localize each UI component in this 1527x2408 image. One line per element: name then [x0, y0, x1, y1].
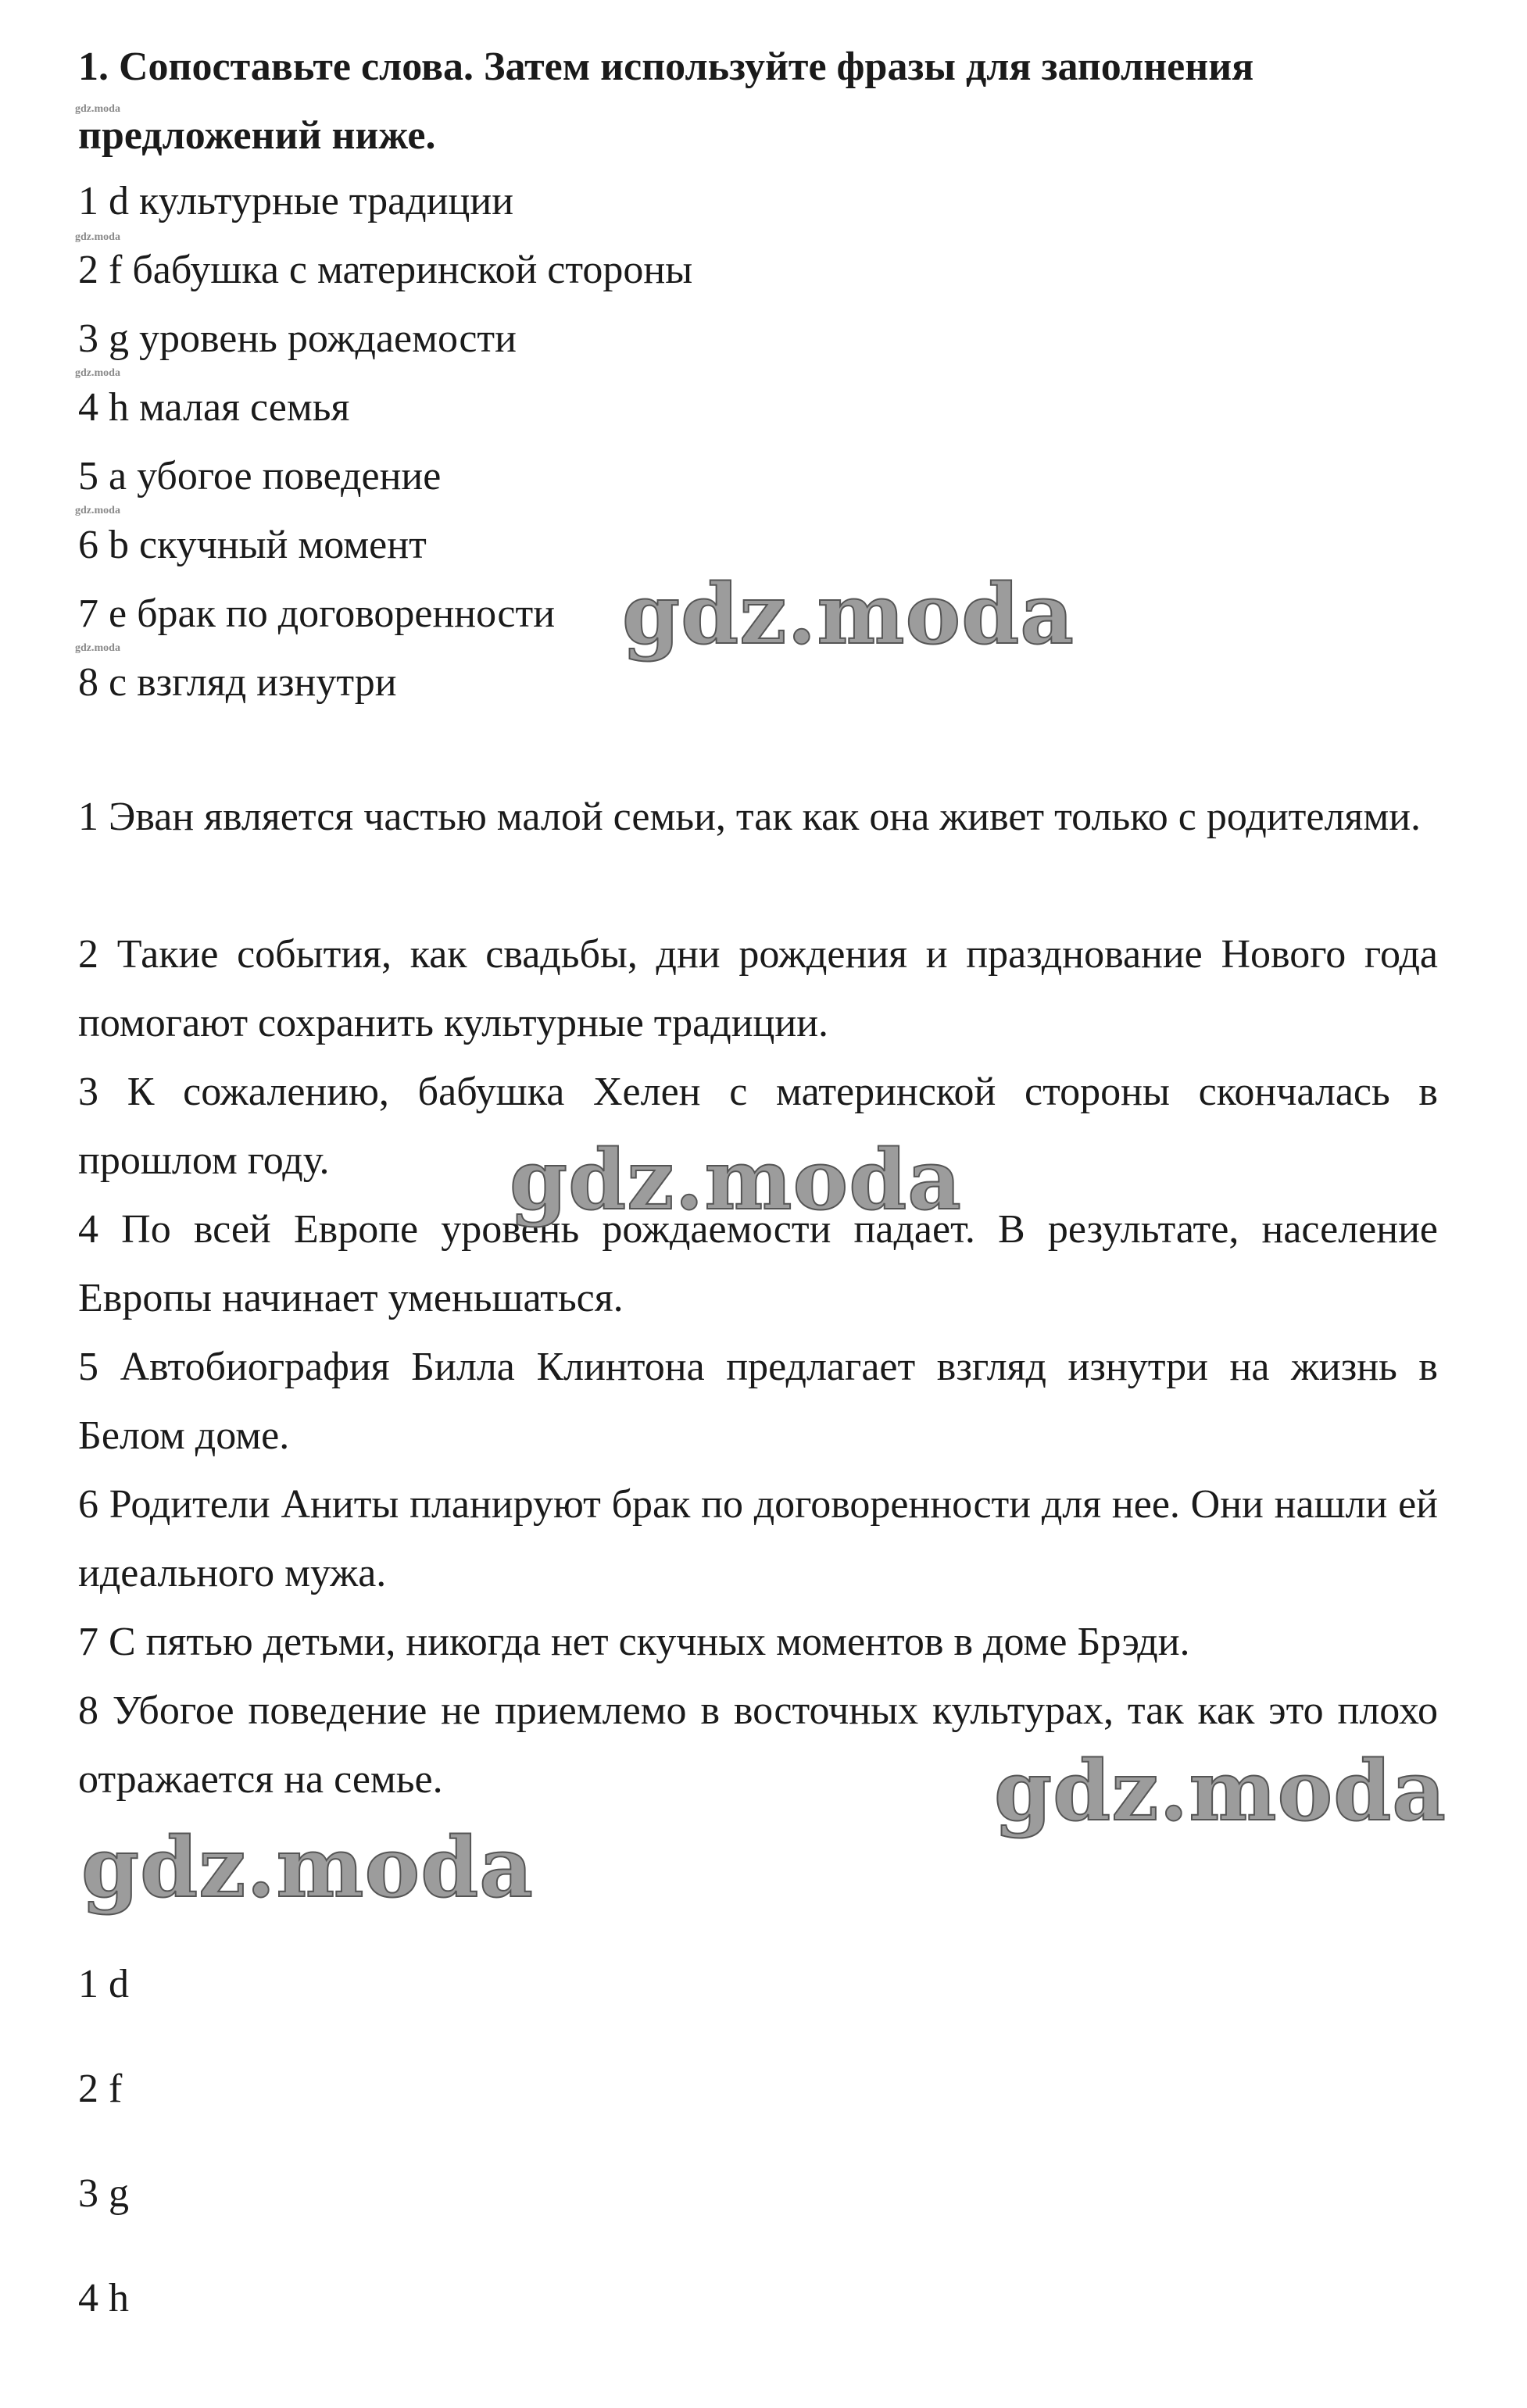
answer-2: 2 f: [78, 2067, 123, 2111]
match-item-4: 4 h малая семья: [78, 385, 350, 430]
small-watermark: gdz.moda: [75, 103, 120, 115]
sentence-7: 7 С пятью детьми, никогда нет скучных моментов в доме Брэди.: [78, 1620, 1190, 1664]
match-item-2: 2 f бабушка с материнской стороны: [78, 248, 693, 292]
watermark-logo: gdz.moda: [622, 565, 1075, 663]
small-watermark: gdz.moda: [75, 367, 120, 379]
sentence-8: 8 Убогое поведение не приемлемо в восточных культурах, так как это плохо отражается на семье.: [78, 1688, 1438, 1802]
watermark-logo: gdz.moda: [510, 1131, 962, 1228]
answer-3: 3 g: [78, 2171, 129, 2216]
small-watermark: gdz.moda: [75, 231, 120, 243]
answer-1: 1 d: [78, 1962, 129, 2006]
match-item-1: 1 d культурные традиции: [78, 179, 514, 223]
sentence-1: 1 Эван является частью малой семьи, так как она живет только с родителями.: [78, 795, 1422, 839]
match-item-6: 6 b скучный момент: [78, 523, 427, 567]
sentence-2: 2 Такие события, как свадьбы, дни рождения и празднование Нового года помогают сохранить культурные традиции.: [78, 932, 1438, 1045]
small-watermark: gdz.moda: [75, 505, 120, 516]
watermark-logo: gdz.moda: [81, 1818, 534, 1916]
match-item-8: 8 c взгляд изнутри: [78, 660, 397, 705]
match-item-3: 3 g уровень рождаемости: [78, 316, 517, 361]
sentence-6: 6 Родители Аниты планируют брак по договоренности для нее. Они нашли ей идеального мужа.: [78, 1482, 1438, 1595]
match-item-5: 5 a убогое поведение: [78, 454, 442, 498]
answer-4: 4 h: [78, 2276, 129, 2320]
sentence-3: 3 К сожалению, бабушка Хелен с материнской стороны скончалась в прошлом году.: [78, 1070, 1438, 1183]
small-watermark: gdz.moda: [75, 642, 120, 654]
sentence-5: 5 Автобиография Билла Клинтона предлагает взгляд изнутри на жизнь в Белом доме.: [78, 1345, 1438, 1458]
exercise-heading: 1. Сопоставьте слова. Затем используйте фразы для заполнения предложений ниже.: [78, 45, 1254, 158]
sentence-4: 4 По всей Европе уровень рождаемости падает. В результате, население Европы начинает уменьшаться.: [78, 1207, 1438, 1320]
watermark-logo: gdz.moda: [994, 1742, 1447, 1839]
match-item-7: 7 e брак по договоренности: [78, 591, 556, 636]
